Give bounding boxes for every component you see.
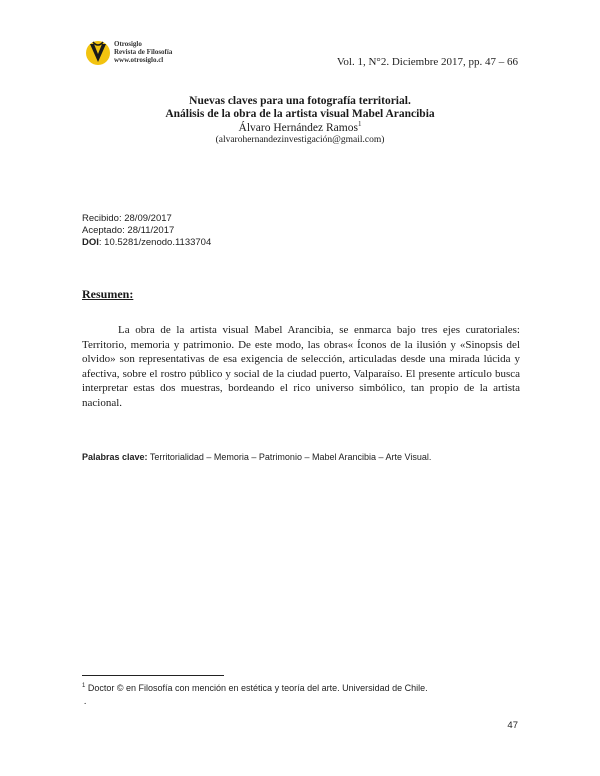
author-text: Álvaro Hernández Ramos (238, 122, 358, 134)
accepted-date: Aceptado: 28/11/2017 (82, 225, 175, 236)
keywords-text: Territorialidad – Memoria – Patrimonio – Mabel Arancibia – Arte Visual. (147, 452, 432, 462)
author-email: (alvarohernandezinvestigación@gmail.com) (215, 135, 385, 145)
article-title-line-1: Nuevas claves para una fotografía territorial. (189, 95, 411, 107)
abstract-text: La obra de la artista visual Mabel Arancibia, se enmarca bajo tres ejes curatoriales: Territorio, memoria y patrimonio. De este modo, las obras« Íconos de la ilusión y «Sinopsis del olvido» son representativas de esa exigencia de selección, articuladas desde una mirada lúcida y afectiva, sobre el rostro público y social de la ciudad puerto, Valparaíso. El presente artículo busca interpretar estas dos muestras, bordeando el rico universo simbólico, tan propio de la artista nacional. (82, 324, 520, 409)
doi-label: DOI (82, 237, 99, 248)
footnote (82, 683, 428, 693)
logo-line-1: Otrosiglo (114, 40, 142, 48)
otrosiglo-logo-icon (84, 38, 114, 68)
logo-text (114, 40, 172, 64)
doi-line (82, 237, 211, 248)
keywords-label: Palabras clave: (82, 452, 148, 462)
logo-line-3: www.otrosiglo.cl (114, 56, 164, 64)
journal-reference: Vol. 1, N°2. Diciembre 2017, pp. 47 – 66 (336, 56, 518, 68)
author-name (0, 120, 600, 134)
logo-line-2: Revista de Filosofía (114, 48, 173, 56)
footnote-text: Doctor © en Filosofía con mención en estética y teoría del arte. Universidad de Chile. (85, 683, 428, 693)
footnote-dot: . (84, 696, 87, 706)
author-footnote-marker[interactable]: 1 (357, 120, 362, 128)
doi-value[interactable]: : 10.5281/zenodo.1133704 (98, 237, 212, 248)
footnote-number: 1 (82, 683, 86, 689)
page-number: 47 (507, 720, 518, 731)
abstract-heading: Resumen: (82, 287, 134, 301)
journal-logo (84, 38, 214, 68)
footnote-rule (82, 675, 224, 676)
article-title-line-2: Análisis de la obra de la artista visual Mabel Arancibia (165, 108, 435, 120)
received-date: Recibido: 28/09/2017 (82, 213, 172, 224)
keywords (82, 452, 522, 462)
